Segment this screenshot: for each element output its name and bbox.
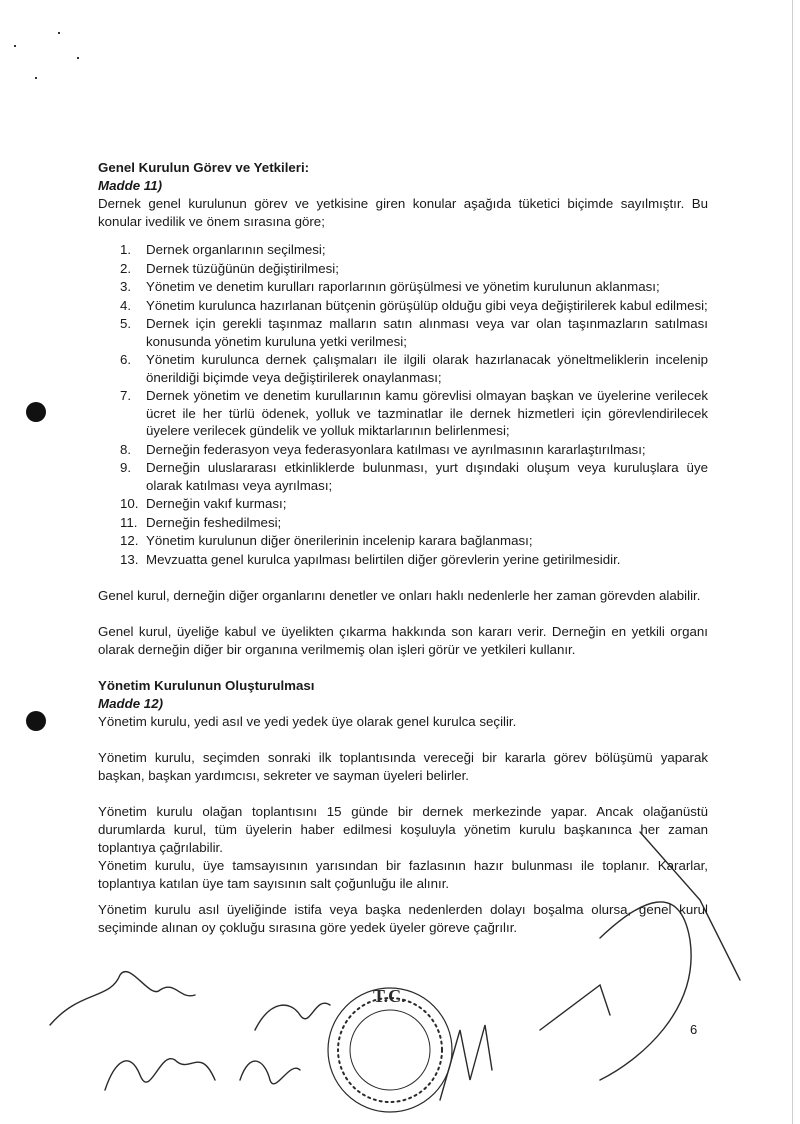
stamp-outer-ring	[328, 988, 452, 1112]
article-number-11: Madde 11)	[98, 178, 163, 193]
list-item-text: Dernek tüzüğünün değiştirilmesi;	[146, 260, 339, 276]
list-item-number: 1.	[120, 242, 132, 257]
list-item-text: Dernek organlarının seçilmesi;	[146, 242, 326, 257]
section-heading-general-assembly: Genel Kurulun Görev ve Yetkileri:	[98, 160, 310, 175]
stamp-inner-ring	[350, 1010, 430, 1090]
list-item-number: 4.	[120, 297, 132, 313]
list-item-text: Yönetim kurulunca dernek çalışmaları ile ilgili olarak hazırlanacak yöneltmeliklerin incelenip önerildiği biçimde veya değiştirilerek onaylanması;	[146, 352, 708, 385]
article-number-12: Madde 12)	[98, 696, 164, 711]
signature-arrow	[540, 985, 610, 1030]
page-number: 6	[690, 1022, 698, 1037]
list-item-number: 5.	[120, 316, 132, 331]
list-item-number: 6.	[120, 352, 132, 367]
signature-curve	[600, 902, 691, 1080]
list-item-number: 10.	[120, 496, 139, 511]
list-item-number: 12.	[120, 533, 139, 548]
signature-diagonal	[640, 832, 740, 980]
list-item-text: Derneğin feshedilmesi;	[146, 514, 282, 530]
list-item-text: Dernek yönetim ve denetim kurullarının kamu görevlisi olmayan başkan ve üyelerine verilecek ücret ile her türlü ödenek, yolluk ve tazminatlar ile dernek hizmetleri için görevlendirilecek üyelere verilecek gündelik ve yolluk miktarlarının belirlenmesi;	[146, 388, 708, 438]
section2-paragraph-2: Yönetim kurulu, seçimden sonraki ilk toplantısında vereceği bir kararla görev bölüşümü yaparak başkan, başkan yardımcısı, sekreter ve sayman üyeleri belirler.	[98, 750, 708, 783]
section2-paragraph-3: Yönetim kurulu olağan toplantısını 15 günde bir dernek merkezinde yapar. Ancak olağanüstü durumlarda kurul, tüm üyelerin haber edilmesi koşuluyla yönetim kurulu başkanınca her zaman toplantıya çağrılabilir.	[98, 804, 708, 855]
list-item-number: 2.	[120, 260, 132, 276]
signature-3	[240, 1061, 300, 1084]
section1-intro: Dernek genel kurulunun görev ve yetkisine giren konular aşağıda tüketici biçimde sayılmıştır. Bu konular ivedilik ve önem sırasına göre;	[98, 196, 708, 229]
list-item-number: 3.	[120, 279, 132, 294]
section2-paragraph-4: Yönetim kurulu, üye tamsayısının yarısından bir fazlasının hazır bulunması ile toplanır. Kararlar, toplantıya katılan üye tam sayısının salt çoğunluğu ile alınır.	[98, 858, 708, 891]
signature-5	[440, 1025, 492, 1100]
list-item-text: Dernek için gerekli taşınmaz malların satın alınması veya var olan taşınmazların satılması konusunda yönetim kuruluna yetki verilmesi;	[146, 316, 708, 349]
list-item-text: Derneğin uluslararası etkinliklerde bulunması, yurt dışındaki oluşum veya kuruluşlara üye olarak katılması veya ayrılması;	[146, 460, 708, 493]
signature-1	[50, 972, 195, 1025]
list-item-number: 13.	[120, 551, 139, 567]
section1-paragraph-2: Genel kurul, üyeliğe kabul ve üyelikten çıkarma hakkında son kararı verir. Derneğin en yetkili organı olarak derneğin diğer bir organına verilmemiş olan işleri görür ve yetkileri kullanır.	[98, 624, 708, 657]
signature-2	[105, 1059, 215, 1090]
section1-paragraph-1: Genel kurul, derneğin diğer organlarını denetler ve onları haklı nedenlerle her zaman görevden alabilir.	[98, 588, 701, 603]
list-item-text: Derneğin vakıf kurması;	[146, 496, 287, 511]
list-item-text: Derneğin federasyon veya federasyonlara katılması ve ayrılmasının kararlaştırılması;	[146, 441, 646, 457]
list-item-text: Mevzuatta genel kurulca yapılması belirtilen diğer görevlerin yerine getirilmesidir.	[146, 551, 621, 567]
signature-4	[255, 1003, 330, 1030]
section-heading-board-formation: Yönetim Kurulunun Oluşturulması	[98, 678, 315, 693]
list-item-number: 7.	[120, 388, 132, 403]
list-item-number: 9.	[120, 460, 132, 475]
list-item-text: Yönetim kurulunca hazırlanan bütçenin görüşülüp olduğu gibi veya değiştirilerek kabul edilmesi;	[146, 297, 708, 313]
stamp-label: T.C.	[373, 986, 406, 1006]
stamp-dots-ring	[338, 998, 442, 1102]
list-item-text: Yönetim kurulunun diğer önerilerinin incelenip karara bağlanması;	[146, 533, 533, 548]
list-item-text: Yönetim ve denetim kurulları raporlarının görüşülmesi ve yönetim kurulunun aklanması;	[146, 279, 660, 294]
list-item-number: 8.	[120, 441, 132, 457]
section2-paragraph-1: Yönetim kurulu, yedi asıl ve yedi yedek üye olarak genel kurulca seçilir.	[98, 714, 517, 729]
list-item-number: 11.	[120, 514, 138, 530]
section2-paragraph-5: Yönetim kurulu asıl üyeliğinde istifa veya başka nedenlerden dolayı boşalma olursa, genel kurul seçiminde alınan oy çokluğu sırasına göre yedek üyeler göreve çağrılır.	[98, 902, 708, 935]
